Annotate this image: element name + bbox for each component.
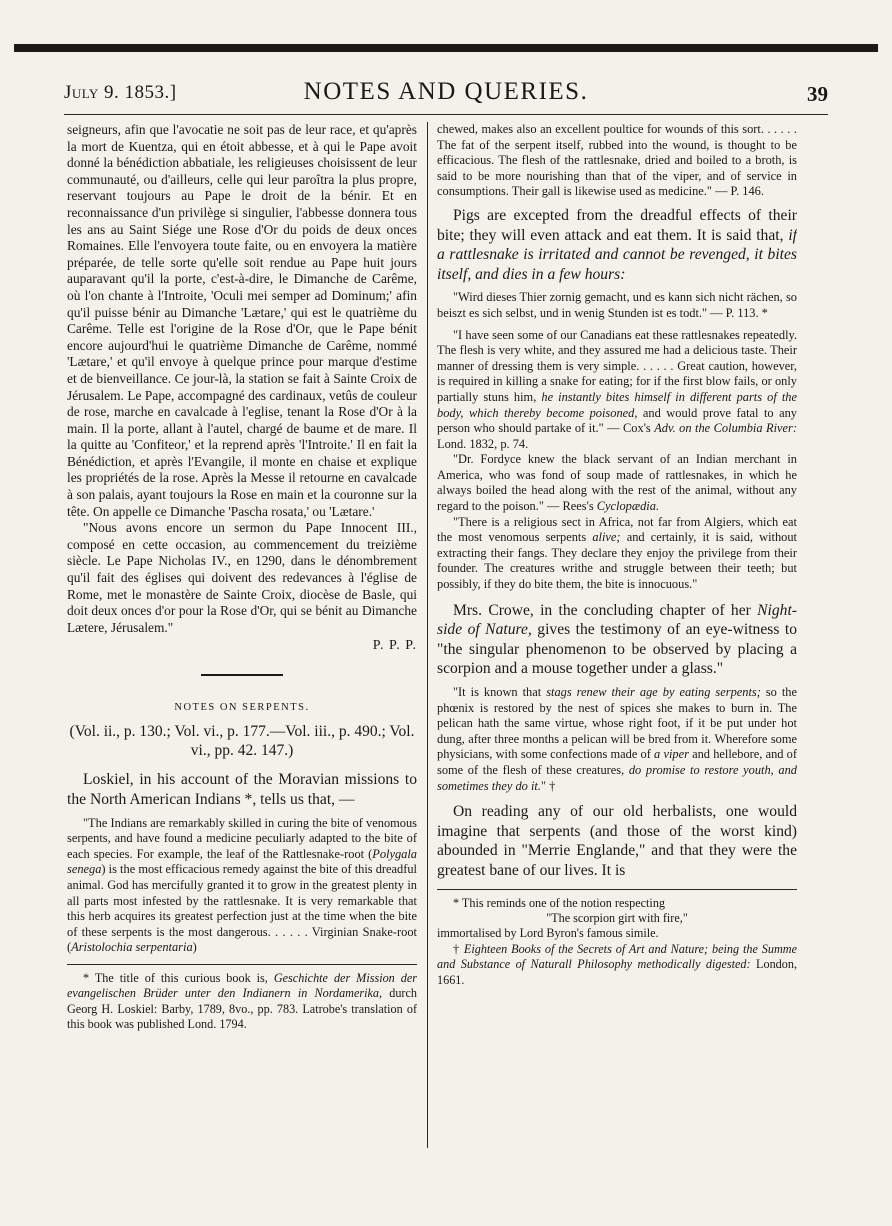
journal-title: NOTES AND QUERIES.: [303, 78, 589, 105]
footnote-loskiel: * The title of this curious book is, Geschichte der Mission der evangelischen Brüder unter den Indianern in Nordamerika, durch Georg H. Loskiel: Barby, 1789, 8vo., pp. 783. Latrobe's translation of this book was published Lond. 1794.: [67, 970, 417, 1032]
herbalists-paragraph: On reading any of our old herbalists, one would imagine that serpents (and those of the worst kind) abounded in "Merrie Englande," and that they were the greatest bane of our lives. It is: [437, 803, 797, 879]
footnote-rule-right: [437, 889, 797, 890]
top-border-bar: [14, 44, 878, 52]
section-references: (Vol. ii., p. 130.; Vol. vi., p. 177.—Vol. iii., p. 490.; Vol. vi., pp. 42. 147.): [69, 723, 415, 759]
page-number: 39: [807, 82, 828, 106]
left-column: [67, 122, 417, 1142]
right-column: [437, 122, 797, 1142]
footnote-scorpion-quote: "The scorpion girt with fire,": [546, 910, 688, 925]
continued-quote: chewed, makes also an excellent poultice for wounds of this sort. . . . . . The fat of the serpent itself, rubbed into the wound, is thought to be efficacious. The flesh of the rattlesnake, dried and boiled to a broth, is said to be more nourishing than that of the viper, and of service in consumptions. Their gall is likewise used as medicine." — P. 146.: [437, 122, 797, 199]
crowe-paragraph: Mrs. Crowe, in the concluding chapter of her Night-side of Nature, gives the testimony of an eye-witness to "the singular phenomenon to be observed by placing a scorpion and a mouse together under a glass.": [437, 601, 797, 678]
footnote-rule: [67, 964, 417, 965]
africa-quote: "There is a religious sect in Africa, not far from Algiers, which eat the most venomous serpents alive; and certainly, it is said, without extracting their fangs. They declare they enjoy the privilege from their founder. The creatures writhe and struggle between their teeth; but possibly, if they do bite them, the bite is innocuous.": [437, 514, 797, 592]
loskiel-intro: Loskiel, in his account of the Moravian missions to the North American Indians *, tells us that, —: [67, 771, 417, 808]
canadians-quote: "I have seen some of our Canadians eat these rattlesnakes repeatedly. The flesh is very white, and they assured me had a delicious taste. Their manner of dressing them is very simple. . . . . . Great caution, however, is required in killing a snake for eating; for if the first blow fails, or only partially stuns him, he instantly bites himself in different parts of the body, which thereby become poisoned, and would prove fatal to any person who should partake of it." — Cox's Adv. on the Columbia River: Lond. 1832, p. 74.: [437, 327, 797, 451]
stags-quote: "It is known that stags renew their age by eating serpents; so the phœnix is restored by the nest of spices she makes to burn in. The pelican hath the same virtue, whose right foot, if it be put under hot dung, after three months a pelican will be bred from it. Wherefore some physicians, with some confections made of a viper and hellebore, and of some of the flesh of these creatures, do promise to restore youth, and sometimes they do it." †: [437, 685, 797, 793]
loskiel-quote: "The Indians are remarkably skilled in curing the bite of venomous serpents, and have found a medicine peculiarly adapted to the bite of each species. For example, the leaf of the Rattlesnake-root (Polygala senega) is the most efficacious remedy against the bite of this dreadful animal. God has mercifully granted it to grow in the greatest plenty in all parts most infested by the rattlesnake. It is very remarkable that this herb acquires its greatest perfection just at the time when the bite of these serpents is the most dangerous. . . . . . Virginian Snake-root (Aristolochia serpentaria): [67, 815, 417, 955]
footnote-scorpion-intro: * This reminds one of the notion respecting: [453, 895, 666, 910]
header-rule: [64, 114, 828, 115]
fordyce-quote: "Dr. Fordyce knew the black servant of an Indian merchant in America, who was fond of soup made of rattlesnakes, in which he always boiled the head along with the rest of the animal, without any regard to the poison." — Rees's Cyclopædia.: [437, 452, 797, 514]
german-quote: "Wird dieses Thier zornig gemacht, und es kann sich nicht rächen, so beiszt es sich selbst, und in wenig Stunden ist es todt." — P. 113. *: [437, 290, 797, 320]
section-title: NOTES ON SERPENTS.: [174, 702, 310, 714]
sermon-paragraph: "Nous avons encore un sermon du Pape Innocent III., composé en cette occasion, au commencement du treizième siècle. Le Pape Nicholas IV., en 1290, dans le dénombrement qu'il fait des églises qui doivent des redevances à l'église de Rome, met le monastère de Sainte Croix, diocèse de Basle, qui doit deux onces d'or pour la Rose d'Or, qui se bénit au Dimanche Lætere, Jérusalem.": [67, 520, 417, 635]
section-divider: [201, 674, 283, 676]
header-date: July 9. 1853.]: [64, 82, 177, 103]
running-header: [64, 72, 828, 112]
signature: P. P. P.: [372, 638, 417, 654]
footnote-secrets: † Eighteen Books of the Secrets of Art and Nature; being the Summe and Substance of Naturall Philosophy methodically digested: London, 1661.: [437, 941, 797, 987]
footnote-scorpion-close: immortalised by Lord Byron's famous simile.: [437, 926, 659, 941]
french-paragraph: seigneurs, afin que l'avocatie ne soit pas de leur race, et qu'après la mort de Kuentza, qui en étoit abbesse, et à qui le Pape avoit donné la bénédiction abbatiale, les religieuses choisissent de leur communauté, ou d'ailleurs, celle qui leur paroîtra la plus propre, reservant toujours au Pape le droit de la bénir. Et en reconnaissance d'un privilège si singulier, l'abbesse donnera tous les ans au Saint Siége une Rose d'Or du poids de deux onces Romaines. Elle l'envoyera toute faite, ou en envoyera la matière préparée, de telle sorte qu'elle soit rendue au Pape huit jours auparavant qu'il la porte, c'est-à-dire, le Dimanche de Carême, où l'on chante à l'Introite, 'Oculi mei semper ad Dominum;' afin qu'il puisse bénir au Dimanche 'Lætare,' qui est le quatrième du Carême. Telle est l'origine de la Rose d'Or, que le Pape bénit encore aujourd'hui le quatrième Dimanche de Carême, nommé 'Lætare,' et qu'il envoye à quelque prince pour marque d'estime et de bienveillance. Ce jour-là, la station se fait à Sainte Croix de Jérusalem. Le Pape, accompagné des cardinaux, vetûs de couleur de rose, marche en cavalcade à l'eglise, tenant la Rose d'Or à la main. Il la porte, allant à l'autel, chargé de baume et de mare. Il la quitte au 'Confiteor,' et la reprend après 'l'Introite.' Il en fait la Bénédiction, et après l'Evangile, il monte en chaise et explique les propriétés de la rose. Après la Messe il retourne en cavalcade à son palais, ayant toujours la Rose en main et la couronne sur la tête. On appelle ce Dimanche 'Pascha rosata,' ou 'Lætare.': [67, 122, 417, 519]
pigs-paragraph: Pigs are excepted from the dreadful effects of their bite; they will even attack and eat them. It is said that, if a rattlesnake is irritated and cannot be revenged, it bites itself, and dies in a few hours:: [437, 206, 797, 283]
column-divider: [427, 122, 428, 1148]
